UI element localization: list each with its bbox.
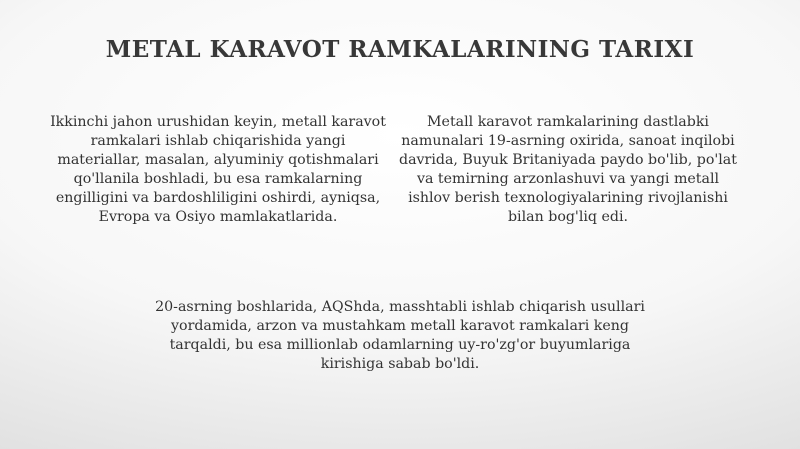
- paragraph-right: Metall karavot ramkalarining dastlabki namunalari 19-asrning oxirida, sanoat inqilobi davrida, Buyuk Britaniyada paydo bo'lib, po'lat va temirning arzonlashuvi va yangi metall ishlov berish texnologiyalarining rivojlanishi bilan bog'liq edi.: [399, 114, 737, 225]
- paragraph-bottom: 20-asrning boshlarida, AQShda, masshtabli ishlab chiqarish usullari yordamida, arzon va mustahkam metall karavot ramkalari keng tarqaldi, bu esa millionlab odamlarning uy-ro'zg'or buyumlariga kirishiga sabab bo'ldi.: [155, 299, 645, 372]
- paragraph-left: Ikkinchi jahon urushidan keyin, metall karavot ramkalari ishlab chiqarishida yangi materiallar, masalan, alyuminiy qotishmalari qo'llanila boshladi, bu esa ramkalarning engilligini va bardoshliligini oshirdi, ayniqsa, Evropa va Osiyo mamlakatlarida.: [50, 114, 386, 225]
- slide-title: METAL KARAVOT RAMKALARINING TARIXI: [105, 36, 695, 63]
